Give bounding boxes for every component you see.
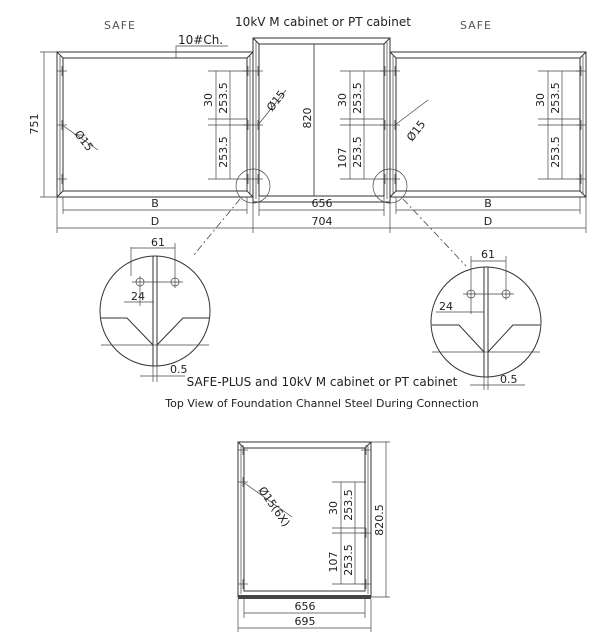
label-safe-right: SAFE <box>460 19 492 32</box>
dim-656-bottom: 656 <box>294 600 316 613</box>
dim-B-left: B <box>151 197 159 210</box>
dim-253-5-right-b: 253.5 <box>549 136 562 168</box>
caption-sub: Top View of Foundation Channel Steel During Connection <box>165 397 479 410</box>
dims-bottom-inner <box>327 482 366 584</box>
dim-253-5-bottom-b: 253.5 <box>342 544 355 576</box>
dim-d15-mid <box>258 88 288 125</box>
dim-253-5-bottom-a: 253.5 <box>342 489 355 521</box>
detail-right-24: 24 <box>439 300 453 313</box>
dim-B-right: B <box>484 197 492 210</box>
dim-751 <box>28 52 57 197</box>
dim-d15-left-text: Ø15 <box>71 127 96 154</box>
dim-D-left: D <box>150 215 160 228</box>
detail-left-61: 61 <box>151 236 165 249</box>
dim-695: 695 <box>294 615 316 628</box>
dim-107-mid: 107 <box>336 147 349 169</box>
dim-d15-right-text: Ø15 <box>404 117 429 144</box>
detail-left-24: 24 <box>131 290 145 303</box>
dim-820 <box>301 44 314 196</box>
left-safe-frame <box>57 52 253 197</box>
dim-d15-right <box>395 100 428 144</box>
dim-30-bottom: 30 <box>327 501 340 515</box>
dim-253-5-left-a: 253.5 <box>217 82 230 114</box>
dim-107-bottom: 107 <box>327 551 340 573</box>
dim-30-left: 30 <box>202 93 215 107</box>
dim-253-5-right-a: 253.5 <box>549 82 562 114</box>
dim-704: 704 <box>311 215 333 228</box>
dim-253-5-mid-b: 253.5 <box>351 136 364 168</box>
caption-main: SAFE-PLUS and 10kV M cabinet or PT cabinet <box>186 375 458 389</box>
label-safe-left: SAFE <box>104 19 136 32</box>
dim-820-5 <box>371 442 390 597</box>
leader-dash-right <box>403 199 466 266</box>
dim-751-text: 751 <box>28 113 41 135</box>
dim-d15-left <box>62 125 98 154</box>
detail-left-0-5: 0.5 <box>170 363 188 376</box>
detail-right <box>431 248 541 390</box>
detail-right-0-5: 0.5 <box>500 373 518 386</box>
channel-steel-leader <box>176 33 228 58</box>
dims-mid-inner <box>336 71 384 179</box>
dim-chain-row2 <box>57 215 586 228</box>
dim-d15-mid-text: Ø15 <box>264 87 289 114</box>
detail-left <box>100 236 210 382</box>
dim-30-mid: 30 <box>336 93 349 107</box>
label-m-cabinet-title: 10kV M cabinet or PT cabinet <box>235 15 411 29</box>
dim-d15-6x-text: Ø15(6X) <box>255 484 293 530</box>
label-channel-steel: 10#Ch. <box>178 33 224 47</box>
dim-253-5-mid-a: 253.5 <box>351 82 364 114</box>
dim-d15-6x <box>243 482 292 529</box>
detail-right-61: 61 <box>481 248 495 261</box>
middle-cabinet-frame <box>253 38 390 202</box>
dim-bottom-horizontal <box>238 599 371 632</box>
dims-left-inner <box>202 71 248 179</box>
dim-253-5-left-b: 253.5 <box>217 136 230 168</box>
leader-dash-left <box>193 199 240 256</box>
dim-656-top: 656 <box>311 197 333 210</box>
dims-right-inner <box>534 71 580 179</box>
dim-820-5-text: 820.5 <box>373 504 386 536</box>
dim-D-right: D <box>483 215 493 228</box>
dim-30-right: 30 <box>534 93 547 107</box>
dim-820-text: 820 <box>301 107 314 129</box>
